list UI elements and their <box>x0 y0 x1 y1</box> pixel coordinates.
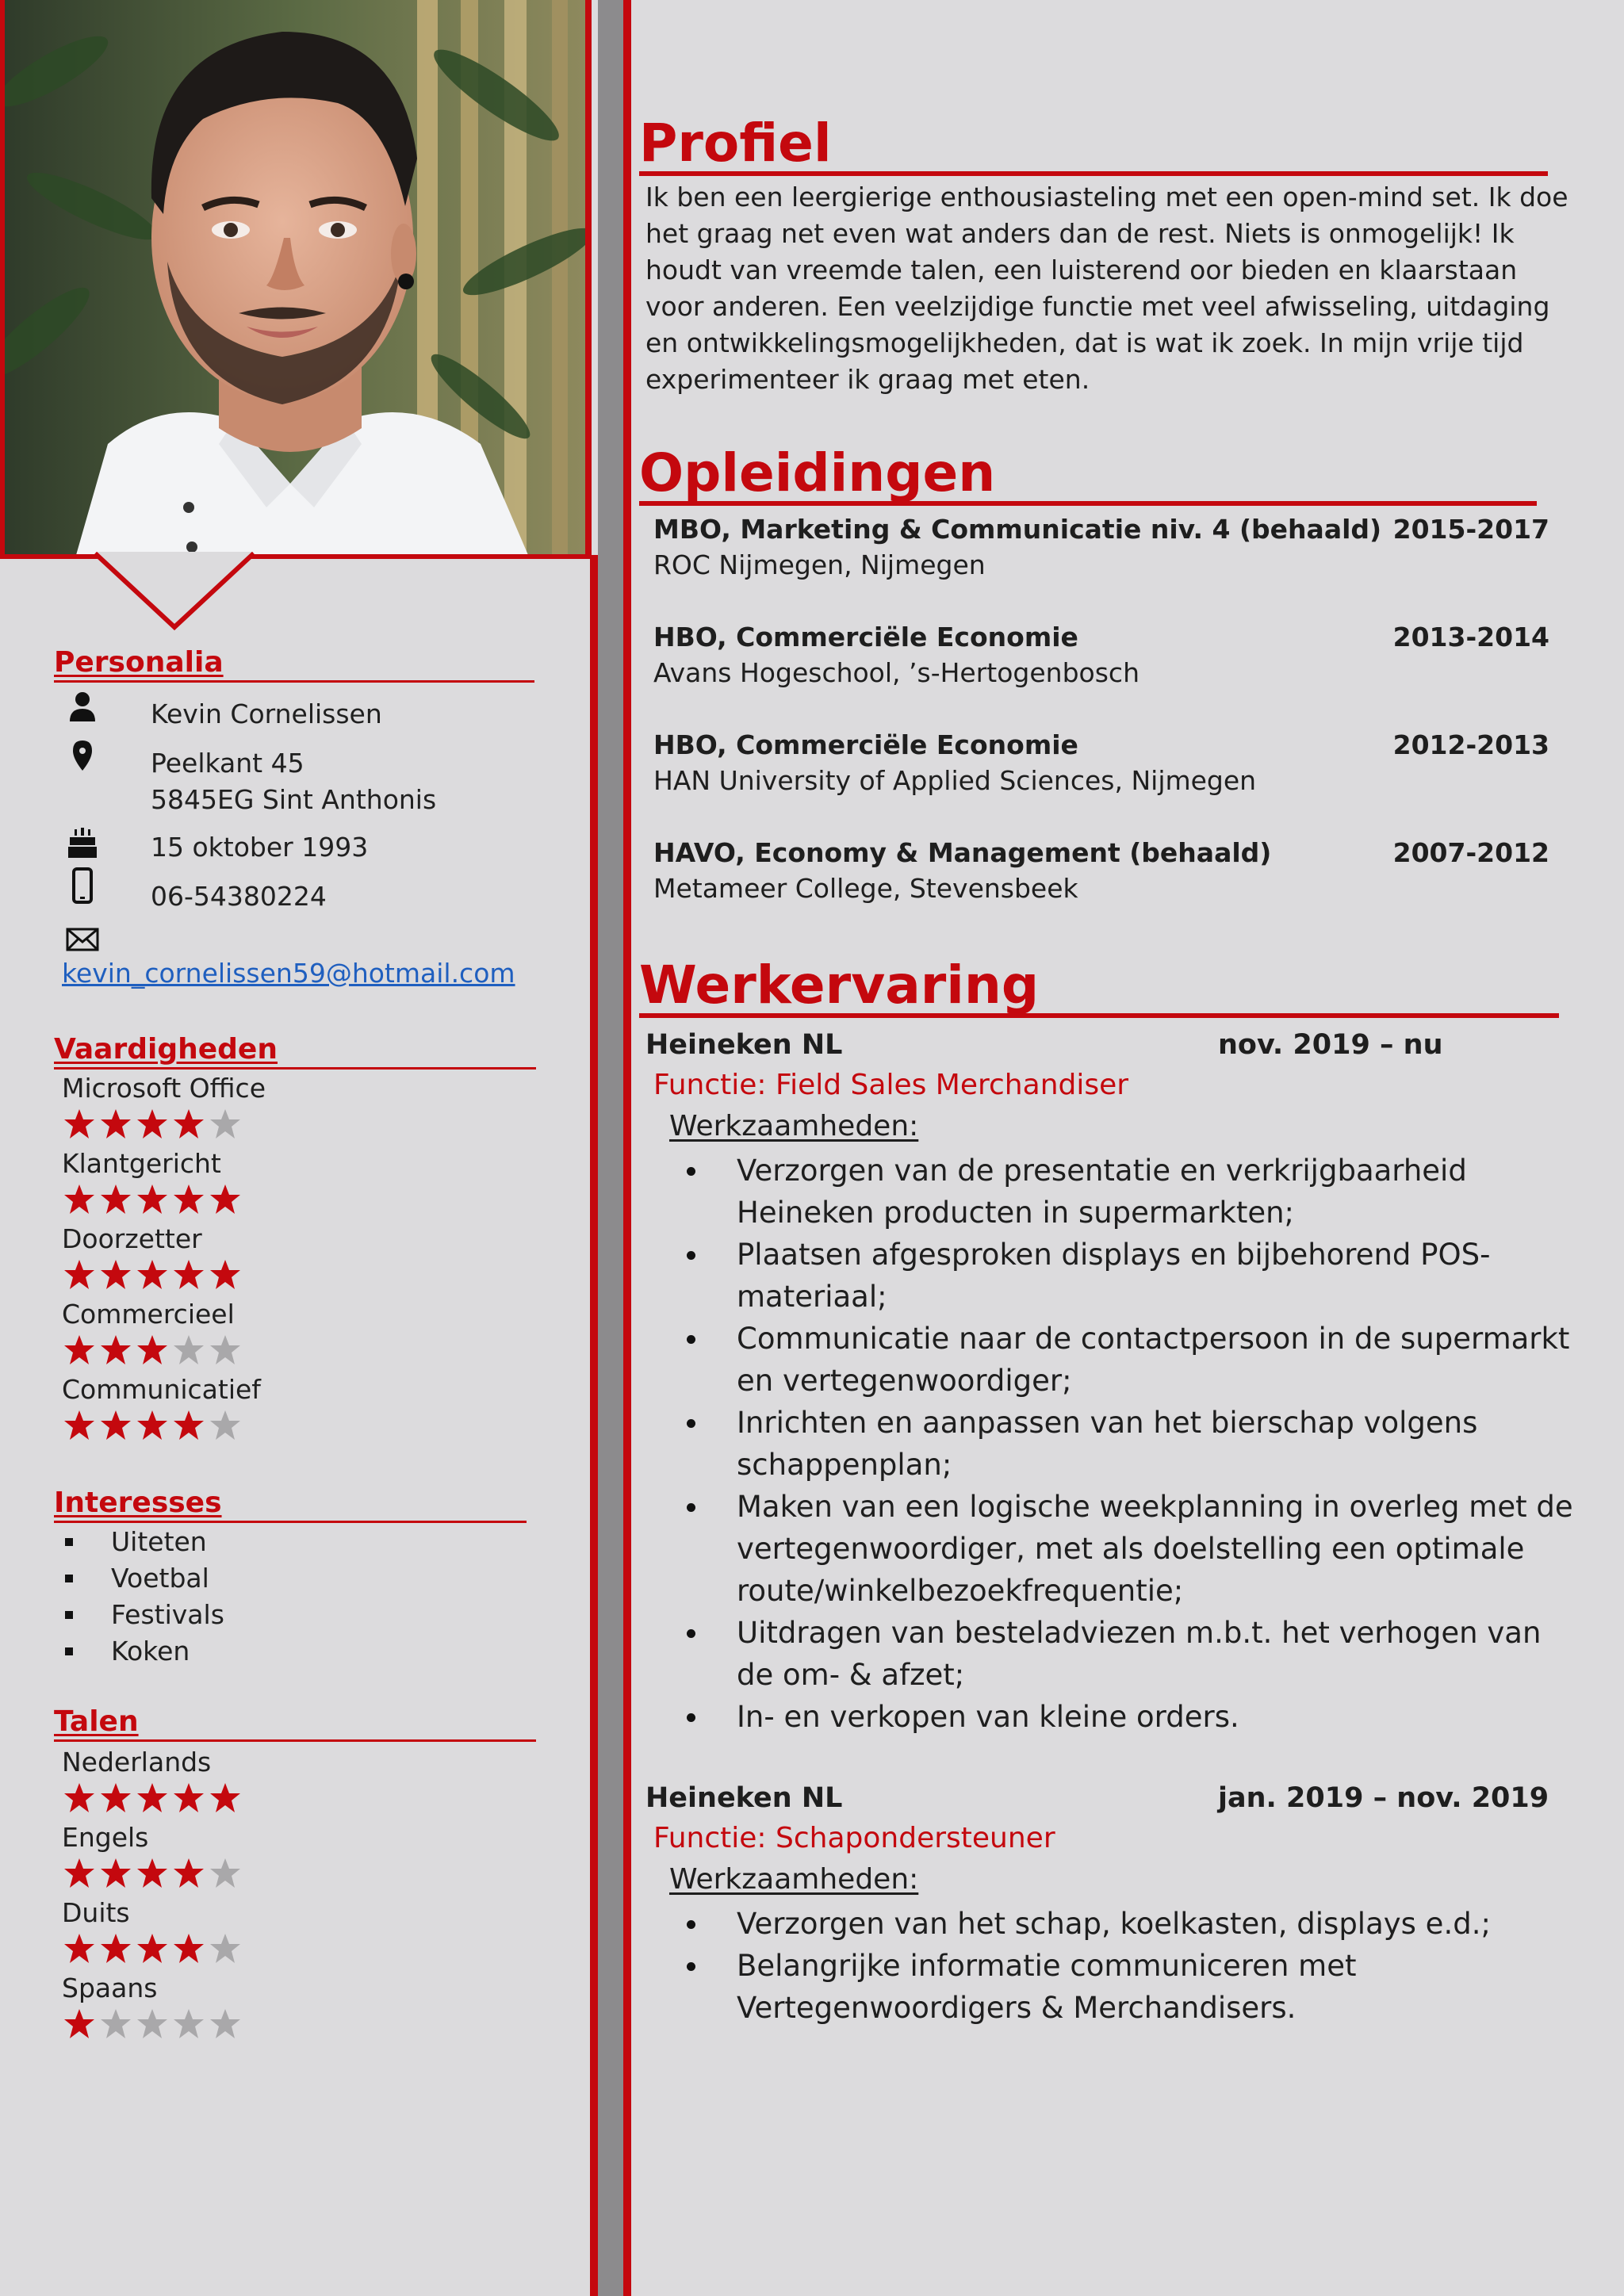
education-school: Avans Hogeschool, ’s-Hertogenbosch <box>653 657 1139 688</box>
skill-label: Doorzetter <box>62 1223 202 1254</box>
list-item: Voetbal <box>62 1560 224 1597</box>
job-entry <box>645 1026 1581 1738</box>
language-item <box>62 1896 538 1966</box>
star-filled-icon <box>171 1781 206 1816</box>
star-filled-icon <box>171 1182 206 1217</box>
star-rating <box>62 1107 538 1142</box>
education-item <box>653 512 1549 584</box>
skill-label: Communicatief <box>62 1374 261 1405</box>
skills-heading: Vaardigheden <box>54 1032 536 1070</box>
skill-item <box>62 1373 538 1443</box>
education-school: Metameer College, Stevensbeek <box>653 873 1078 904</box>
star-filled-icon <box>62 1931 97 1966</box>
profile-photo <box>0 0 592 559</box>
birthday-cake-icon <box>63 825 102 863</box>
personalia-name: Kevin Cornelissen <box>151 698 382 729</box>
skill-item <box>62 1072 538 1142</box>
job-period: jan. 2019 – nov. 2019 <box>1218 1782 1549 1814</box>
star-filled-icon <box>171 1107 206 1142</box>
mobile-phone-icon <box>63 867 102 905</box>
skill-item <box>62 1223 538 1292</box>
profile-text: Ik ben een leergierige enthousiasteling met een open-mind set. Ik doe het graag net even wat anders dan de rest. Niets is onmogelijk! Ik houdt van vreemde talen, een luisterend oor bieden en klaarstaan voor anderen. Een veelzijdige functie met veel afwisseling, uitdaging en ontwikkelingsmogelijkheden, dat is wat ik zoek. In mijn vrije tijd experimenteer ik graag met eten. <box>645 182 1568 395</box>
star-empty-icon <box>208 1333 243 1368</box>
language-label: Nederlands <box>62 1747 212 1777</box>
star-filled-icon <box>171 1856 206 1891</box>
star-filled-icon <box>62 1333 97 1368</box>
personalia-address-line1: Peelkant 45 <box>151 748 304 779</box>
star-filled-icon <box>135 1781 170 1816</box>
list-item: Verzorgen van de presentatie en verkrijgbaarheid Heineken producten in supermarkten; <box>645 1150 1581 1234</box>
education-item <box>653 836 1549 907</box>
star-filled-icon <box>62 1182 97 1217</box>
education-years: 2012-2013 <box>1392 729 1549 760</box>
star-filled-icon <box>98 1333 133 1368</box>
envelope-icon <box>63 920 102 958</box>
divider-red-right <box>623 0 631 2296</box>
language-label: Engels <box>62 1822 149 1853</box>
interests-list <box>62 1524 224 1670</box>
star-filled-icon <box>208 1257 243 1292</box>
job-period: nov. 2019 – nu <box>1218 1029 1443 1061</box>
profile-heading: Profiel <box>639 116 1548 176</box>
interests-heading: Interesses <box>54 1486 527 1523</box>
list-item: Communicatie naar de contactpersoon in de supermarkt en vertegenwoordiger; <box>645 1318 1581 1402</box>
list-item: Festivals <box>62 1597 224 1633</box>
list-item: Verzorgen van het schap, koelkasten, displays e.d.; <box>645 1903 1581 1945</box>
skill-label: Commercieel <box>62 1299 235 1330</box>
star-filled-icon <box>171 1931 206 1966</box>
star-filled-icon <box>135 1107 170 1142</box>
education-years: 2007-2012 <box>1392 837 1549 868</box>
education-title: HBO, Commerciële Economie <box>653 622 1078 652</box>
star-filled-icon <box>171 1408 206 1443</box>
star-empty-icon <box>171 1333 206 1368</box>
job-entry <box>645 1779 1581 2029</box>
star-filled-icon <box>135 1257 170 1292</box>
star-filled-icon <box>62 2007 97 2042</box>
star-rating <box>62 1257 538 1292</box>
education-years: 2015-2017 <box>1392 514 1549 545</box>
star-filled-icon <box>98 1408 133 1443</box>
skill-label: Microsoft Office <box>62 1073 266 1104</box>
portrait-illustration <box>5 0 592 555</box>
language-item <box>62 1972 538 2042</box>
language-item <box>62 1746 538 1816</box>
star-filled-icon <box>98 1856 133 1891</box>
star-filled-icon <box>98 1257 133 1292</box>
list-item: Plaatsen afgesproken displays en bijbehorend POS-materiaal; <box>645 1234 1581 1318</box>
education-title: MBO, Marketing & Communicatie niv. 4 (behaald) <box>653 514 1382 545</box>
star-filled-icon <box>135 1856 170 1891</box>
star-filled-icon <box>135 1408 170 1443</box>
star-filled-icon <box>62 1408 97 1443</box>
list-item: Inrichten en aanpassen van het bierschap volgens schappenplan; <box>645 1402 1581 1486</box>
photo-chevron <box>0 552 603 639</box>
star-empty-icon <box>208 2007 243 2042</box>
star-filled-icon <box>98 1182 133 1217</box>
star-filled-icon <box>208 1182 243 1217</box>
job-company: Heineken NL <box>645 1782 843 1814</box>
skill-label: Klantgericht <box>62 1148 221 1179</box>
personalia-address-line2: 5845EG Sint Anthonis <box>151 784 437 815</box>
job-function: Functie: Schapondersteuner <box>653 1822 1055 1854</box>
star-empty-icon <box>98 2007 133 2042</box>
divider-red-left <box>590 555 598 2296</box>
education-title: HAVO, Economy & Management (behaald) <box>653 837 1272 868</box>
personalia-birthdate: 15 oktober 1993 <box>151 832 369 863</box>
education-years: 2013-2014 <box>1392 622 1549 652</box>
star-rating <box>62 1931 538 1966</box>
star-filled-icon <box>98 1781 133 1816</box>
personalia-phone: 06-54380224 <box>151 881 327 912</box>
language-label: Duits <box>62 1897 130 1928</box>
list-item: Koken <box>62 1633 224 1670</box>
languages-heading: Talen <box>54 1705 536 1742</box>
star-rating <box>62 1856 538 1891</box>
experience-heading: Werkervaring <box>639 958 1559 1018</box>
star-empty-icon <box>208 1856 243 1891</box>
skill-item <box>62 1298 538 1368</box>
list-item: Uiteten <box>62 1524 224 1560</box>
skill-item <box>62 1147 538 1217</box>
job-tasks-label: Werkzaamheden: <box>669 1110 919 1142</box>
star-rating <box>62 1333 538 1368</box>
divider-gray <box>598 0 623 2296</box>
list-item: Maken van een logische weekplanning in overleg met de vertegenwoordiger, met als doelstelling een optimale route/winkelbezoekfrequentie; <box>645 1486 1581 1612</box>
job-tasks-label: Werkzaamheden: <box>669 1863 919 1896</box>
education-school: HAN University of Applied Sciences, Nijmegen <box>653 765 1257 796</box>
star-filled-icon <box>171 1257 206 1292</box>
list-item: In- en verkopen van kleine orders. <box>645 1696 1581 1738</box>
email-link[interactable]: kevin_cornelissen59@hotmail.com <box>62 958 515 989</box>
star-empty-icon <box>208 1408 243 1443</box>
star-rating <box>62 1781 538 1816</box>
job-function: Functie: Field Sales Merchandiser <box>653 1069 1129 1101</box>
star-empty-icon <box>208 1931 243 1966</box>
education-item <box>653 728 1549 799</box>
star-rating <box>62 2007 538 2042</box>
star-filled-icon <box>208 1781 243 1816</box>
job-tasks-list <box>645 1150 1581 1738</box>
star-filled-icon <box>135 1931 170 1966</box>
language-item <box>62 1821 538 1891</box>
job-tasks-list <box>645 1903 1581 2029</box>
star-filled-icon <box>135 1333 170 1368</box>
star-filled-icon <box>135 1182 170 1217</box>
star-filled-icon <box>98 1931 133 1966</box>
star-filled-icon <box>62 1257 97 1292</box>
education-item <box>653 620 1549 691</box>
personalia-heading: Personalia <box>54 645 534 683</box>
star-filled-icon <box>62 1856 97 1891</box>
list-item: Belangrijke informatie communiceren met Vertegenwoordigers & Merchandisers. <box>645 1945 1581 2029</box>
star-filled-icon <box>62 1781 97 1816</box>
star-empty-icon <box>135 2007 170 2042</box>
star-rating <box>62 1182 538 1217</box>
star-rating <box>62 1408 538 1443</box>
language-label: Spaans <box>62 1973 158 2003</box>
star-empty-icon <box>171 2007 206 2042</box>
job-company: Heineken NL <box>645 1029 843 1061</box>
education-school: ROC Nijmegen, Nijmegen <box>653 549 986 580</box>
star-empty-icon <box>208 1107 243 1142</box>
person-icon <box>63 688 102 726</box>
location-pin-icon <box>63 737 102 775</box>
star-filled-icon <box>98 1107 133 1142</box>
education-heading: Opleidingen <box>639 446 1537 506</box>
education-title: HBO, Commerciële Economie <box>653 729 1078 760</box>
star-filled-icon <box>62 1107 97 1142</box>
list-item: Uitdragen van besteladviezen m.b.t. het verhogen van de om- & afzet; <box>645 1612 1581 1696</box>
